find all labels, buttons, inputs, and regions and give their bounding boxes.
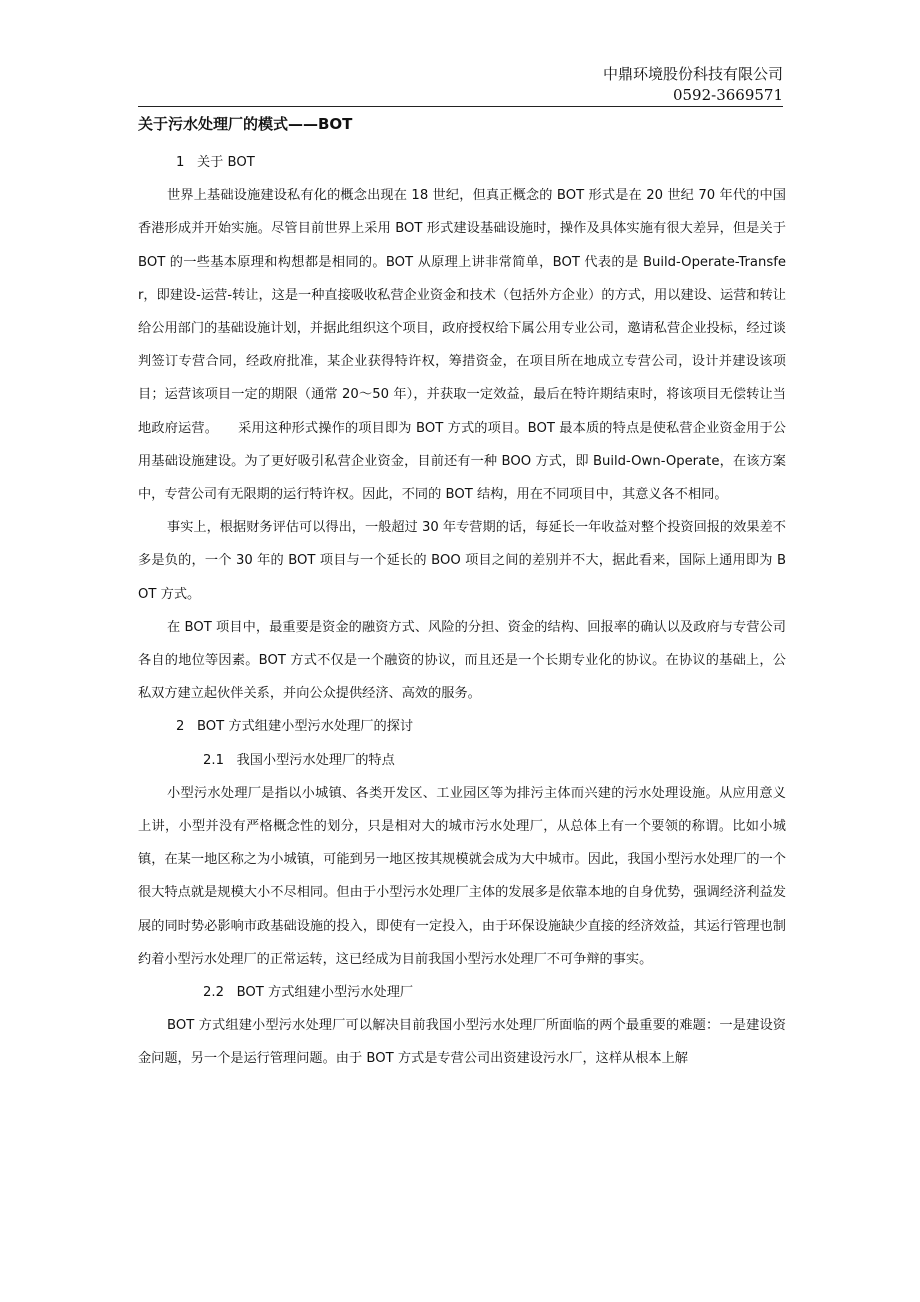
section-number: 2.2 [203,985,224,1001]
paragraph: BOT 方式组建小型污水处理厂可以解决目前我国小型污水处理厂所面临的两个最重要的难题：一是建设资金问题，另一个是运行管理问题。由于 BOT 方式是专营公司出资建设污水厂，这样从根本上解 [138,1018,786,1067]
document-body [138,146,786,1076]
header-company-name: 中鼎环境股份科技有限公司 [602,65,783,83]
section-number: 2 [176,719,185,735]
header-divider [138,106,783,107]
section-label: 关于 BOT [196,155,255,170]
section-label: BOT 方式组建小型污水处理厂的探讨 [196,719,414,735]
paragraph: 事实上，根据财务评估可以得出，一般超过 30 年专营期的话，每延长一年收益对整个投资回报的效果差不多是负的，一个 30 年的 BOT 项目与一个延长的 BOO 项目之间的差别并不大，据此看来，国际上通用即为 BOT 方式。 [138,520,786,602]
paragraph: 世界上基础设施建设私有化的概念出现在 18 世纪，但真正概念的 BOT 形式是在 20 世纪 70 年代的中国香港形成并开始实施。尽管目前世界上采用 BOT 形式建设基础设施时，操作及具体实施有很大差异，但是关于 BOT 的一些基本原理和构想都是相同的。BOT 从原理上讲非常简单，BOT 代表的是 Build-Operate-Transfer，即建设-运营-转让，这是一种直接吸收私营企业资金和技术（包括外方企业）的方式，用以建设、运营和转让给公用部门的基础设施计划，并据此组织这个项目，政府授权给下属公用专业公司，邀请私营企业投标，经过谈判签订专营合同，经政府批准，某企业获得特许权，筹措资金，在项目所在地成立专营公司，设计并建设该项目；运营该项目一定的期限（通常 20～50 年），并获取一定效益，最后在特许期结束时，将该项目无偿转让当地政府运营。 采用这种形式操作的项目即为 BOT 方式的项目。BOT 最本质的特点是使私营企业资金用于公用基础设施建设。为了更好吸引私营企业资金，目前还有一种 BOO 方式，即 Build-Own-Operate，在该方案中，专营公司有无限期的运行特许权。因此，不同的 BOT 结构，用在不同项目中，其意义各不相同。 [138,188,786,503]
section-heading-2 [138,710,786,743]
subsection-heading-2-2 [138,976,786,1009]
page-header [138,64,783,106]
section-number: 1 [176,155,185,170]
section-label: 我国小型污水处理厂的特点 [236,752,395,768]
header-phone: 0592-3669571 [672,86,783,104]
section-label: BOT 方式组建小型污水处理厂 [236,985,414,1001]
paragraph: 在 BOT 项目中，最重要是资金的融资方式、风险的分担、资金的结构、回报率的确认以及政府与专营公司各自的地位等因素。BOT 方式不仅是一个融资的协议，而且还是一个长期专业化的协议。在协议的基础上，公私双方建立起伙伴关系，并向公众提供经济、高效的服务。 [138,619,786,702]
paragraph: 小型污水处理厂是指以小城镇、各类开发区、工业园区等为排污主体而兴建的污水处理设施。从应用意义上讲，小型并没有严格概念性的划分，只是相对大的城市污水处理厂，从总体上有一个要领的称谓。比如小城镇，在某一地区称之为小城镇，可能到另一地区按其规模就会成为大中城市。因此，我国小型污水处理厂的一个很大特点就是规模大小不尽相同。但由于小型污水处理厂主体的发展多是依靠本地的自身优势，强调经济利益发展的同时势必影响市政基础设施的投入，即使有一定投入，由于环保设施缺少直接的经济效益，其运行管理也制约着小型污水处理厂的正常运转，这已经成为目前我国小型污水处理厂不可争辩的事实。 [138,785,786,967]
document-title: 关于污水处理厂的模式——BOT [138,115,353,133]
section-heading-1 [138,146,786,179]
subsection-heading-2-1 [138,744,786,777]
section-number: 2.1 [203,752,224,768]
